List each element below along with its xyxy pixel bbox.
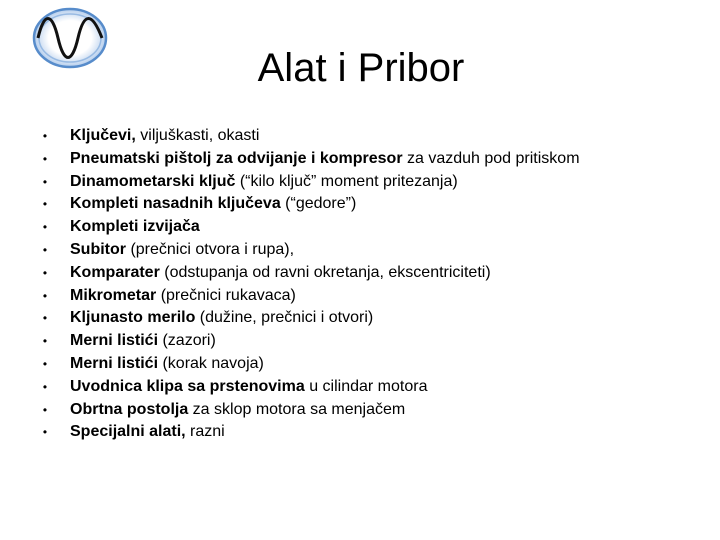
item-description: viljuškasti, okasti [135,127,260,144]
bullet-icon: • [42,402,48,417]
list-item [40,399,580,422]
item-term: Subitor [70,240,126,258]
item-term: Pneumatski pištolj za odvijanje i kompresor [70,149,403,167]
item-term: Obrtna postolja [70,400,189,418]
bullet-icon: • [42,334,48,349]
list-item [40,193,580,216]
tools-list [40,125,580,444]
item-description: razni [185,423,225,441]
list-item [40,330,580,353]
item-term: Dinamometarski ključ [70,172,236,190]
list-item [40,239,580,262]
list-item [40,307,580,330]
item-description: (dužine, prečnici i otvori) [195,309,374,327]
bullet-icon: • [42,356,48,371]
bullet-icon: • [42,242,48,257]
list-item [40,262,580,285]
bullet-icon: • [42,288,48,303]
item-description: za vazduh pod pritiskom [402,149,580,167]
bullet-icon: • [42,425,48,440]
list-item [40,421,580,444]
bullet-icon: • [42,311,48,326]
item-term: Kompleti izvijača [70,218,200,236]
item-description: u cilindar motora [304,377,428,395]
bullet-icon: • [42,174,48,189]
item-description: (“gedore”) [280,195,357,213]
item-term: Kompleti nasadnih ključeva [70,195,281,213]
item-description: (zazori) [158,332,216,350]
list-item [40,376,580,399]
item-description: (“kilo ključ” moment pritezanja) [235,172,458,190]
list-item [40,171,580,194]
item-term: Mikrometar [70,286,157,304]
list-item [40,125,580,148]
item-term: Merni listići [70,354,159,372]
item-description: (odstupanja od ravni okretanja, ekscentriciteti) [159,263,491,281]
item-term: Ključevi, [70,127,136,144]
bullet-icon: • [42,129,48,143]
bullet-icon: • [42,220,48,235]
item-term: Uvodnica klipa sa prstenovima [70,377,305,395]
item-term: Komparater [70,263,160,281]
list-item [40,148,580,171]
bullet-icon: • [42,197,48,212]
item-term: Merni listići [70,332,159,350]
item-description: za sklop motora sa menjačem [188,400,406,418]
list-item [40,285,580,308]
bullet-icon: • [42,151,48,166]
item-term: Specijalni alati, [70,423,186,441]
list-item [40,216,580,239]
slide-title: Alat i Pribor [257,46,465,90]
bullet-icon: • [42,265,48,280]
item-term: Kljunasto merilo [70,309,196,327]
bullet-icon: • [42,379,48,394]
item-description: (korak navoja) [158,354,264,372]
item-description: (prečnici rukavaca) [156,286,296,304]
list-item [40,353,580,376]
item-description: (prečnici otvora i rupa), [126,240,295,258]
